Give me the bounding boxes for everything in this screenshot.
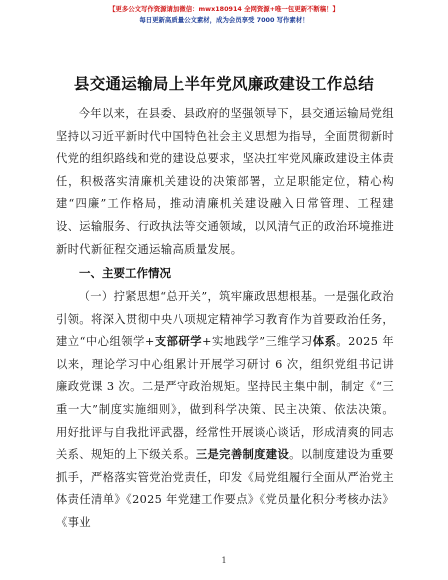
section-heading: 一、主要工作情况	[79, 266, 171, 280]
promo-line-membership: 每日更新高质量公文素材，成为会员享受 7000 写作素材！	[139, 16, 309, 24]
promo-line-wechat: 【更多公文写作资源请加微信：mwx180914 全网资源+唯一包更新不断稿！】	[109, 5, 339, 13]
document-title: 县交通运输局上半年党风廉政建设工作总结	[73, 75, 375, 93]
para-bold-text: 三是完善制度建设	[195, 448, 290, 462]
section-paragraph	[56, 286, 394, 535]
para-text: 。以制度建设为重要抓手，严格落实管党治党责任，印发《局党组履行全面从严治党主体责任清单》《2025 年党建工作要点》《党员量化积分考核办法》《事业	[56, 448, 394, 529]
para-text: （一）拧紧思想“总开关”，筑牢廉政思想根基。一是强化政治引领。将深入贯彻中央八项规定精神学习教育作为首要政治任务，建立“中心组领学+	[56, 290, 394, 349]
para-bold-text: 支部研学	[154, 335, 203, 349]
intro-paragraph: 今年以来，在县委、县政府的坚强领导下，县交通运输局党组坚持以习近平新时代中国特色社会主义思想为指导，全面贯彻新时代党的组织路线和党的建设总要求，坚决扛牢党风廉政建设主体责任，积极落实清廉机关建设的决策部署，立足职能定位，精心构建“四廉”工作格局，推动清廉机关建设融入日常管理、工程建设、运输服务、行政执法等交通领域，以风清气正的政治环境推进新时代新征程交通运输高质量发展。	[56, 107, 394, 256]
para-text: +实地践学”三维学习	[202, 335, 313, 349]
para-bold-text: 体系	[312, 335, 337, 349]
promo-banner	[0, 4, 448, 26]
para-text: 。2025 年以来，理论学习中心组累计开展学习研讨 6 次，组织党组书记讲廉政党课 3 次。二是严守政治规矩。坚持民主集中制，制定《“三重一大”制度实施细则》，做到科学决策、民主决策、依法决策。用好批评与自我批评武器，经常性开展谈心谈话，形成清爽的同志关系、规矩的上下级关系。	[56, 335, 394, 462]
page-number: 1	[221, 556, 227, 565]
